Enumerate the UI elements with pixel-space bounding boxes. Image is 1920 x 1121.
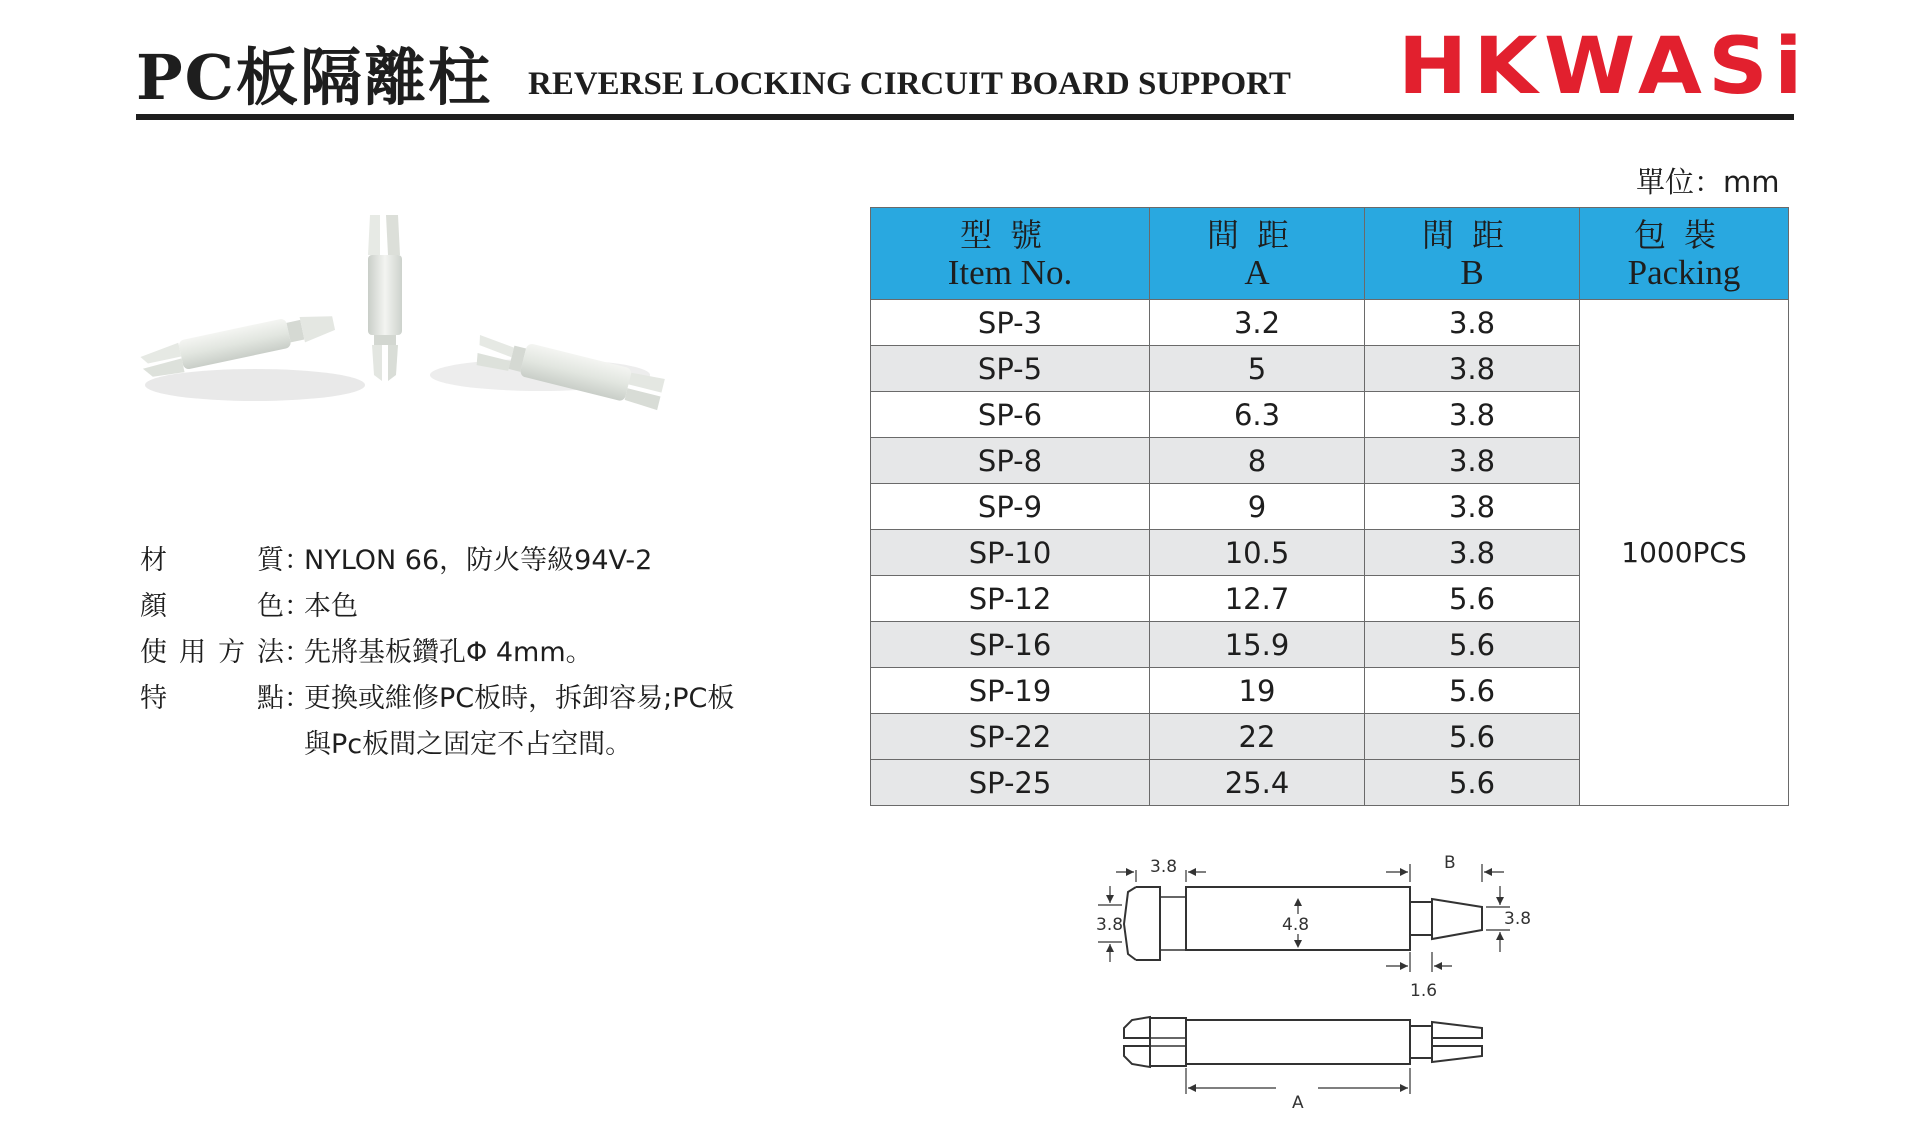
cell-b: 3.8 bbox=[1365, 530, 1580, 576]
header-spacing-a: 間距 A bbox=[1150, 208, 1365, 300]
cell-a: 8 bbox=[1150, 438, 1365, 484]
dim-right-height: 3.8 bbox=[1504, 909, 1532, 929]
cell-item: SP-9 bbox=[871, 484, 1150, 530]
dim-top-left: 3.8 bbox=[1150, 857, 1178, 877]
cell-item: SP-19 bbox=[871, 668, 1150, 714]
spec-feature: 特 點：更換或維修PC板時，拆卸容易;PC板 bbox=[140, 676, 734, 715]
table-row bbox=[871, 300, 1789, 346]
dim-body-height: 4.8 bbox=[1282, 915, 1310, 935]
cell-b: 5.6 bbox=[1365, 668, 1580, 714]
spec-table bbox=[870, 207, 1789, 806]
cell-a: 12.7 bbox=[1150, 576, 1365, 622]
header-divider bbox=[136, 114, 1794, 120]
spec-value: 先將基板鑽孔Φ 4mm。 bbox=[304, 637, 593, 668]
spec-feature-continued bbox=[140, 722, 632, 761]
cell-a: 6.3 bbox=[1150, 392, 1365, 438]
spec-label: 材 質 bbox=[140, 545, 284, 576]
brand-logo: HKWASi bbox=[1398, 22, 1809, 112]
cell-packing: 1000PCS bbox=[1580, 300, 1789, 806]
spec-material: 材 質：NYLON 66，防火等級94V-2 bbox=[140, 538, 652, 577]
cell-a: 9 bbox=[1150, 484, 1365, 530]
cell-a: 5 bbox=[1150, 346, 1365, 392]
cell-a: 10.5 bbox=[1150, 530, 1365, 576]
dimension-diagram bbox=[1080, 842, 1550, 1112]
spec-value: 與Pc板間之固定不占空間。 bbox=[304, 729, 633, 760]
spec-label: 特 點 bbox=[140, 683, 284, 714]
dim-a: A bbox=[1292, 1093, 1304, 1112]
cell-b: 3.8 bbox=[1365, 346, 1580, 392]
spec-label: 使用方法 bbox=[140, 637, 284, 668]
cell-b: 5.6 bbox=[1365, 760, 1580, 806]
header-item-no: 型號 Item No. bbox=[871, 208, 1150, 300]
cell-item: SP-25 bbox=[871, 760, 1150, 806]
spec-value: 本色 bbox=[304, 591, 358, 622]
cell-b: 5.6 bbox=[1365, 622, 1580, 668]
cell-item: SP-10 bbox=[871, 530, 1150, 576]
page-subtitle: REVERSE LOCKING CIRCUIT BOARD SUPPORT bbox=[528, 66, 1291, 102]
cell-item: SP-12 bbox=[871, 576, 1150, 622]
dim-gap: 1.6 bbox=[1410, 981, 1438, 1001]
page-title: PC板隔離柱 bbox=[136, 41, 492, 114]
spec-table-wrapper bbox=[870, 207, 1920, 806]
cell-b: 3.8 bbox=[1365, 438, 1580, 484]
spec-label: 顏 色 bbox=[140, 591, 284, 622]
spec-value: 更換或維修PC板時，拆卸容易;PC板 bbox=[304, 683, 735, 714]
cell-a: 22 bbox=[1150, 714, 1365, 760]
cell-item: SP-3 bbox=[871, 300, 1150, 346]
dim-left-height: 3.8 bbox=[1096, 915, 1124, 935]
cell-item: SP-16 bbox=[871, 622, 1150, 668]
cell-a: 25.4 bbox=[1150, 760, 1365, 806]
cell-a: 15.9 bbox=[1150, 622, 1365, 668]
spec-color: 顏 色：本色 bbox=[140, 584, 358, 623]
header-packing: 包裝 Packing bbox=[1580, 208, 1789, 300]
cell-item: SP-8 bbox=[871, 438, 1150, 484]
cell-b: 3.8 bbox=[1365, 392, 1580, 438]
spec-value: NYLON 66，防火等級94V-2 bbox=[304, 545, 653, 576]
header-spacing-b: 間距 B bbox=[1365, 208, 1580, 300]
spec-usage: 使用方法：先將基板鑽孔Φ 4mm。 bbox=[140, 630, 593, 669]
cell-b: 3.8 bbox=[1365, 484, 1580, 530]
cell-b: 5.6 bbox=[1365, 714, 1580, 760]
unit-label: 單位：mm bbox=[1636, 165, 1780, 199]
table-header-row bbox=[871, 208, 1789, 300]
dim-b: B bbox=[1444, 853, 1456, 873]
cell-item: SP-6 bbox=[871, 392, 1150, 438]
cell-a: 3.2 bbox=[1150, 300, 1365, 346]
cell-item: SP-22 bbox=[871, 714, 1150, 760]
cell-item: SP-5 bbox=[871, 346, 1150, 392]
cell-b: 5.6 bbox=[1365, 576, 1580, 622]
cell-a: 19 bbox=[1150, 668, 1365, 714]
product-photo bbox=[130, 205, 690, 445]
cell-b: 3.8 bbox=[1365, 300, 1580, 346]
